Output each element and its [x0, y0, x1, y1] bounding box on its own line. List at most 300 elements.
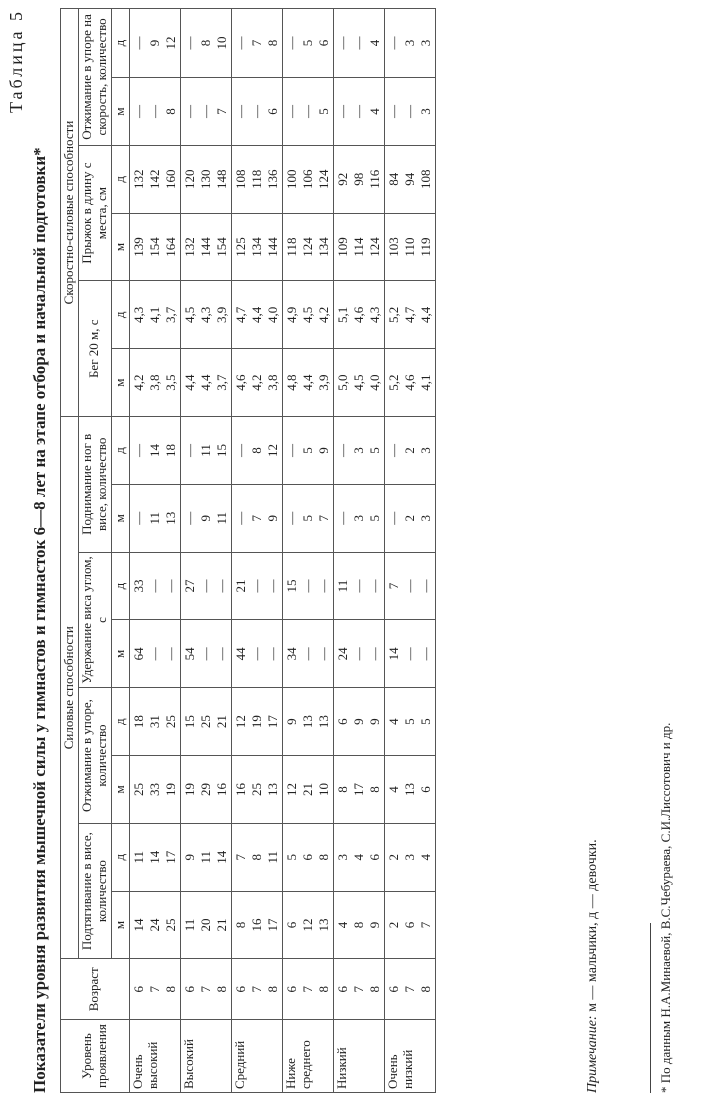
cell-value: — [283, 104, 299, 118]
gender-header-row [111, 9, 129, 1093]
header-test: Прыжок в длину с места, см [78, 145, 111, 281]
data-table-container [60, 8, 436, 1093]
cell-value: 25 [162, 918, 178, 932]
value-cell [129, 891, 180, 959]
cell-value: 10 [315, 782, 331, 796]
header-test: Отжимание в упоре, количество [78, 688, 111, 824]
cell-value: 17 [162, 850, 178, 864]
value-cell [180, 281, 231, 349]
cell-value: 24 [146, 918, 162, 932]
header-boys: м [111, 78, 129, 146]
cell-value: — [146, 579, 162, 593]
cell-value: — [248, 579, 264, 593]
cell-value: — [146, 104, 162, 118]
cell-value: 16 [213, 782, 229, 796]
footnote: * По данным Н.А.Минаевой, В.С.Чебураева, С.И.Лиссотович и др. [658, 722, 673, 1093]
age-value: 8 [417, 986, 433, 993]
cell-value: 7 [315, 515, 331, 522]
cell-value: — [232, 36, 248, 50]
age-value: 7 [197, 986, 213, 993]
header-girls: д [111, 823, 129, 891]
table-row [384, 9, 435, 1093]
cell-value: — [299, 579, 315, 593]
cell-value: 8 [315, 853, 331, 861]
cell-value: 11 [146, 511, 162, 525]
value-cell [333, 688, 384, 756]
cell-value: 9 [350, 718, 366, 725]
cell-value: 33 [130, 579, 146, 593]
cell-value: 4,1 [146, 306, 162, 323]
header-group-strength: Силовые способности [61, 417, 79, 959]
cell-value: — [366, 579, 382, 593]
cell-value: 8 [232, 921, 248, 929]
value-cell [129, 552, 180, 620]
cell-value: 19 [162, 782, 178, 796]
cell-value: 164 [162, 237, 178, 257]
cell-value: 3 [350, 515, 366, 522]
cell-value: — [283, 443, 299, 457]
cell-value: 5 [299, 447, 315, 454]
cell-value: 16 [248, 918, 264, 932]
cell-value: 134 [315, 237, 331, 257]
cell-value: 6 [283, 921, 299, 929]
header-group-speed: Скоростно-силовые способности [61, 9, 79, 417]
table-row [282, 9, 333, 1093]
value-cell [231, 281, 282, 349]
cell-value: — [264, 579, 280, 593]
cell-value: — [232, 511, 248, 525]
age-value: 8 [315, 986, 331, 993]
value-cell [180, 78, 231, 146]
value-cell [384, 417, 435, 485]
cell-value: 5,0 [334, 374, 350, 391]
age-value: 8 [366, 986, 382, 993]
value-cell [384, 756, 435, 824]
cell-value: — [213, 579, 229, 593]
cell-value: 3 [350, 447, 366, 454]
cell-value: 21 [213, 715, 229, 729]
cell-value: 4,5 [181, 306, 197, 323]
value-cell [282, 349, 333, 417]
cell-value: — [197, 104, 213, 118]
cell-value: — [350, 647, 366, 661]
note-label: Примечание: [585, 1015, 600, 1093]
cell-value: 132 [181, 237, 197, 257]
value-cell [129, 281, 180, 349]
cell-value: 4,7 [401, 306, 417, 323]
cell-value: 4,9 [283, 306, 299, 323]
cell-value: 4,6 [232, 374, 248, 391]
cell-value: 6 [401, 921, 417, 929]
age-value: 7 [299, 986, 315, 993]
header-girls: д [111, 552, 129, 620]
cell-value: — [181, 511, 197, 525]
value-cell [231, 823, 282, 891]
cell-value: 4,3 [197, 306, 213, 323]
value-cell [129, 823, 180, 891]
cell-value: 3 [417, 515, 433, 522]
cell-value: 134 [248, 237, 264, 257]
header-girls: д [111, 688, 129, 756]
header-boys: м [111, 620, 129, 688]
cell-value: 5 [366, 515, 382, 522]
cell-value: 5 [299, 39, 315, 47]
header-girls: д [111, 9, 129, 78]
cell-value: — [385, 36, 401, 50]
cell-value: 18 [130, 715, 146, 729]
cell-value: 148 [213, 169, 229, 189]
cell-value: — [401, 579, 417, 593]
value-cell [384, 78, 435, 146]
cell-value: 108 [417, 169, 433, 189]
cell-value: 92 [334, 172, 350, 186]
cell-value: 5 [315, 108, 331, 115]
cell-value: 19 [181, 782, 197, 796]
cell-value: 25 [197, 715, 213, 729]
age-value: 8 [213, 986, 229, 993]
cell-value: 125 [232, 237, 248, 257]
cell-value: 17 [264, 918, 280, 932]
value-cell [180, 145, 231, 213]
cell-value: 8 [350, 921, 366, 929]
cell-value: 7 [248, 515, 264, 522]
cell-value: 5,2 [385, 306, 401, 323]
value-cell [282, 78, 333, 146]
cell-value: — [162, 579, 178, 593]
value-cell [129, 9, 180, 78]
cell-value: 5 [299, 515, 315, 522]
cell-value: 54 [181, 647, 197, 661]
cell-value: 4,4 [248, 306, 264, 323]
cell-value: 144 [197, 237, 213, 257]
cell-value: — [248, 647, 264, 661]
cell-value: 114 [350, 237, 366, 257]
cell-value: 11 [264, 850, 280, 864]
value-cell [129, 756, 180, 824]
cell-value: 94 [401, 172, 417, 186]
cell-value: 118 [283, 237, 299, 257]
cell-value: 3,8 [146, 374, 162, 391]
cell-value: 120 [181, 169, 197, 189]
value-cell [231, 145, 282, 213]
header-boys: м [111, 349, 129, 417]
table-body [129, 9, 435, 1093]
value-cell [384, 620, 435, 688]
cell-value: 139 [130, 237, 146, 257]
cell-value: 9 [264, 515, 280, 522]
value-cell [333, 78, 384, 146]
cell-value: 4 [334, 921, 350, 929]
cell-value: 3 [417, 447, 433, 454]
age-value: 7 [146, 986, 162, 993]
age-value: 7 [350, 986, 366, 993]
cell-value: 109 [334, 237, 350, 257]
cell-value: 2 [401, 515, 417, 522]
value-cell [384, 213, 435, 281]
value-cell [180, 213, 231, 281]
value-cell [282, 281, 333, 349]
value-cell [180, 756, 231, 824]
cell-value: 29 [197, 782, 213, 796]
cell-value: 124 [366, 237, 382, 257]
cell-value: — [334, 36, 350, 50]
header-age: Возраст [61, 959, 130, 1020]
age-cell [129, 959, 180, 1020]
cell-value: — [130, 36, 146, 50]
cell-value: — [232, 443, 248, 457]
cell-value: 6 [366, 853, 382, 861]
value-cell [333, 145, 384, 213]
cell-value: — [130, 511, 146, 525]
value-cell [333, 823, 384, 891]
cell-value: 4,1 [417, 374, 433, 391]
value-cell [333, 484, 384, 552]
cell-value: 14 [213, 850, 229, 864]
cell-value: 4,6 [401, 374, 417, 391]
cell-value: 3,5 [162, 374, 178, 391]
value-cell [333, 349, 384, 417]
cell-value: 9 [146, 39, 162, 47]
cell-value: 4,2 [130, 374, 146, 391]
age-value: 8 [162, 986, 178, 993]
cell-value: 24 [334, 647, 350, 661]
cell-value: 14 [146, 850, 162, 864]
cell-value: 10 [213, 36, 229, 50]
cell-value: — [197, 579, 213, 593]
cell-value: 11 [197, 444, 213, 457]
cell-value: 33 [146, 782, 162, 796]
header-boys: м [111, 484, 129, 552]
cell-value: 3 [417, 39, 433, 47]
cell-value: 8 [366, 786, 382, 793]
cell-value: 21 [232, 579, 248, 593]
cell-value: — [385, 104, 401, 118]
value-cell [282, 9, 333, 78]
cell-value: 6 [264, 108, 280, 115]
cell-value: 4,6 [350, 306, 366, 323]
cell-value: 4,5 [350, 374, 366, 391]
value-cell [282, 620, 333, 688]
header-test: Удержание виса углом, с [78, 552, 111, 688]
table-note [585, 839, 601, 1093]
cell-value: 17 [264, 715, 280, 729]
cell-value: 13 [401, 782, 417, 796]
cell-value: 124 [299, 237, 315, 257]
cell-value: 21 [299, 782, 315, 796]
value-cell [231, 620, 282, 688]
cell-value: 64 [130, 647, 146, 661]
header-boys: м [111, 891, 129, 959]
cell-value: 4,4 [417, 306, 433, 323]
header-boys: м [111, 213, 129, 281]
table-row [129, 9, 180, 1093]
cell-value: 3 [401, 853, 417, 861]
age-value: 8 [264, 986, 280, 993]
cell-value: — [334, 443, 350, 457]
cell-value: 8 [248, 853, 264, 861]
cell-value: 15 [213, 443, 229, 457]
cell-value: 12 [162, 36, 178, 50]
cell-value: — [248, 104, 264, 118]
age-value: 7 [248, 986, 264, 993]
age-value: 6 [181, 986, 197, 993]
cell-value: 6 [417, 786, 433, 793]
value-cell [384, 688, 435, 756]
cell-value: — [385, 511, 401, 525]
cell-value: 4 [385, 718, 401, 725]
cell-value: 13 [162, 511, 178, 525]
cell-value: — [299, 104, 315, 118]
table-row [333, 9, 384, 1093]
value-cell [384, 484, 435, 552]
cell-value: 142 [146, 169, 162, 189]
cell-value: 4,2 [315, 306, 331, 323]
value-cell [180, 620, 231, 688]
cell-value: — [130, 443, 146, 457]
table-row [180, 9, 231, 1093]
value-cell [231, 417, 282, 485]
cell-value: 9 [283, 718, 299, 725]
header-test: Бег 20 м, с [78, 281, 111, 417]
cell-value: 4,3 [130, 306, 146, 323]
cell-value: 110 [401, 237, 417, 257]
header-girls: д [111, 417, 129, 485]
age-value: 6 [232, 986, 248, 993]
data-table [60, 8, 436, 1093]
cell-value: — [283, 36, 299, 50]
cell-value: 5 [401, 718, 417, 725]
cell-value: — [181, 104, 197, 118]
value-cell [384, 9, 435, 78]
value-cell [231, 213, 282, 281]
cell-value: — [315, 647, 331, 661]
value-cell [180, 349, 231, 417]
cell-value: — [232, 104, 248, 118]
age-cell [231, 959, 282, 1020]
cell-value: — [162, 647, 178, 661]
cell-value: 4,4 [197, 374, 213, 391]
value-cell [129, 78, 180, 146]
value-cell [231, 891, 282, 959]
cell-value: — [146, 647, 162, 661]
cell-value: 8 [162, 108, 178, 115]
value-cell [282, 823, 333, 891]
cell-value: 7 [248, 39, 264, 47]
cell-value: 5 [417, 718, 433, 725]
header-test: Подниманиe ног в висе, количество [78, 417, 111, 553]
value-cell [333, 213, 384, 281]
value-cell [180, 891, 231, 959]
value-cell [282, 145, 333, 213]
cell-value: — [401, 647, 417, 661]
value-cell [180, 417, 231, 485]
cell-value: 4 [366, 108, 382, 115]
cell-value: 19 [248, 715, 264, 729]
cell-value: 100 [283, 169, 299, 189]
cell-value: — [264, 647, 280, 661]
value-cell [129, 349, 180, 417]
header-boys: м [111, 756, 129, 824]
value-cell [231, 9, 282, 78]
cell-value: 116 [366, 169, 382, 189]
cell-value: 25 [130, 782, 146, 796]
value-cell [384, 891, 435, 959]
cell-value: 5,2 [385, 374, 401, 391]
cell-value: — [334, 511, 350, 525]
cell-value: 8 [248, 447, 264, 454]
cell-value: 9 [315, 447, 331, 454]
value-cell [384, 281, 435, 349]
cell-value: 12 [232, 715, 248, 729]
age-value: 6 [385, 986, 401, 993]
cell-value: 4 [417, 853, 433, 861]
cell-value: 31 [146, 715, 162, 729]
value-cell [180, 688, 231, 756]
cell-value: 4,8 [283, 374, 299, 391]
cell-value: — [181, 443, 197, 457]
cell-value: 11 [334, 579, 350, 593]
table-label: Таблица 5 [6, 9, 26, 113]
age-cell [180, 959, 231, 1020]
cell-value: 12 [264, 443, 280, 457]
cell-value: 4,5 [299, 306, 315, 323]
value-cell [384, 552, 435, 620]
age-cell [384, 959, 435, 1020]
cell-value: 3,9 [315, 374, 331, 391]
cell-value: 4,0 [366, 374, 382, 391]
value-cell [282, 891, 333, 959]
value-cell [129, 688, 180, 756]
cell-value: 9 [366, 921, 382, 929]
cell-value: — [299, 647, 315, 661]
cell-value: 3,7 [213, 374, 229, 391]
cell-value: — [417, 579, 433, 593]
cell-value: 14 [130, 918, 146, 932]
cell-value: 130 [197, 169, 213, 189]
value-cell [282, 484, 333, 552]
value-cell [384, 823, 435, 891]
age-value: 6 [130, 986, 146, 993]
cell-value: 108 [232, 169, 248, 189]
value-cell [180, 552, 231, 620]
cell-value: 4 [385, 786, 401, 793]
table-title: Показатели уровня развития мышечной силы у гимнастов и гимнасток 6—8 лет на этапе отбора и начальной подготовки* [30, 147, 49, 1093]
cell-value: 11 [197, 850, 213, 864]
cell-value: — [213, 647, 229, 661]
cell-value: — [385, 443, 401, 457]
value-cell [384, 145, 435, 213]
cell-value: 136 [264, 169, 280, 189]
level-cell: Низкий [333, 1020, 384, 1093]
value-cell [333, 417, 384, 485]
cell-value: 3,9 [213, 306, 229, 323]
cell-value: 8 [334, 786, 350, 793]
value-cell [180, 484, 231, 552]
cell-value: 5 [283, 853, 299, 861]
value-cell [333, 9, 384, 78]
cell-value: — [334, 104, 350, 118]
cell-value: 119 [417, 237, 433, 257]
cell-value: 4,7 [232, 306, 248, 323]
header-level: Уровень проявления [61, 1020, 130, 1093]
value-cell [129, 620, 180, 688]
cell-value: 106 [299, 169, 315, 189]
cell-value: 44 [232, 647, 248, 661]
value-cell [231, 688, 282, 756]
cell-value: 7 [417, 921, 433, 929]
cell-value: 20 [197, 918, 213, 932]
value-cell [129, 145, 180, 213]
